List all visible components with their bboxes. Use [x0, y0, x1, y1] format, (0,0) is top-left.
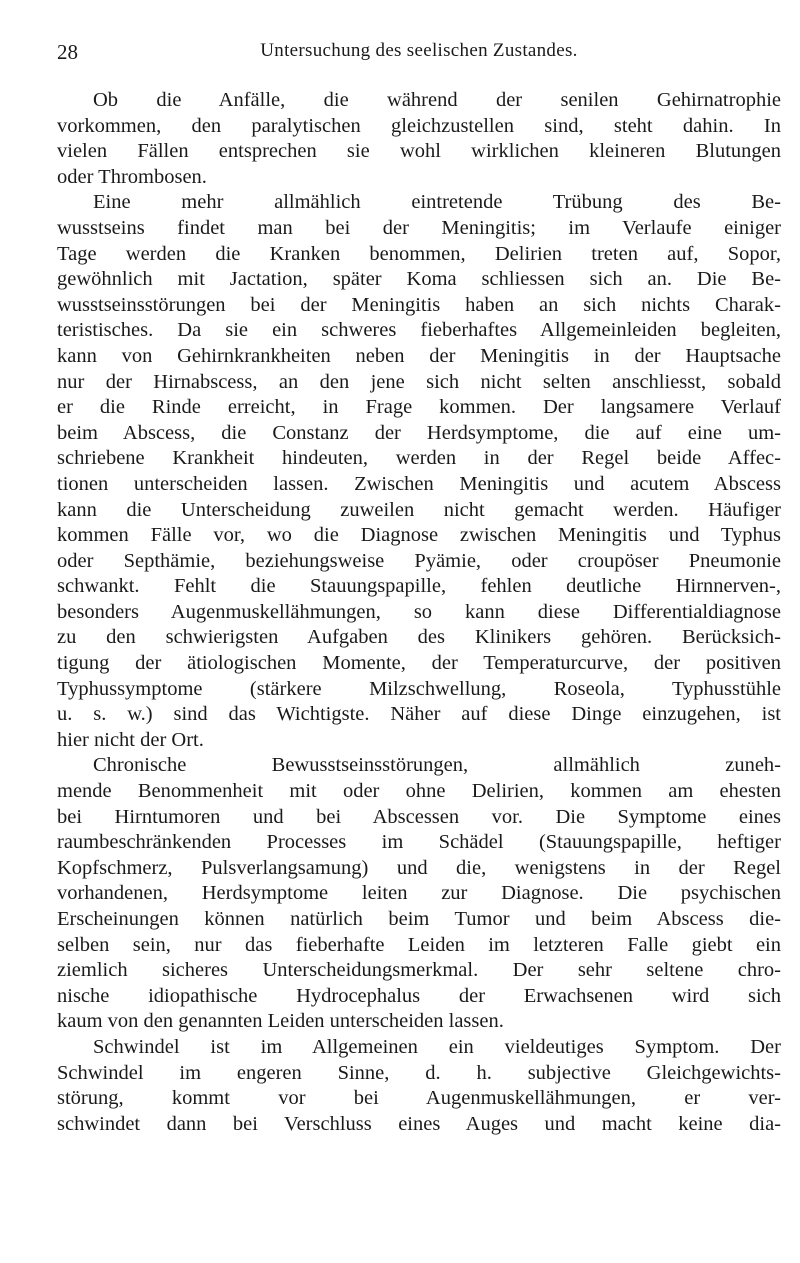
text-line: raumbeschränkenden Processes im Schädel (Stauungspapille, heftiger [57, 831, 781, 854]
text-line: hier nicht der Ort. [57, 728, 204, 751]
text-line: u. s. w.) sind das Wichtigste. Näher auf diese Dinge einzugehen, ist [57, 703, 781, 726]
text-line: vorhandenen, Herdsymptome leiten zur Diagnose. Die psychischen [57, 882, 781, 905]
text-line: tigung der ätiologischen Momente, der Temperaturcurve, der positiven [57, 652, 781, 675]
text-line: oder Septhämie, beziehungsweise Pyämie, oder croupöser Pneumonie [57, 549, 781, 572]
text-line: gewöhnlich mit Jactation, später Koma schliessen sich an. Die Be- [57, 268, 781, 291]
text-line: Eine mehr allmählich eintretende Trübung des Be- [93, 191, 781, 214]
text-line: mende Benommenheit mit oder ohne Delirien, kommen am ehesten [57, 780, 781, 803]
text-line: er die Rinde erreicht, in Frage kommen. Der langsamere Verlauf [57, 396, 781, 419]
text-line: Tage werden die Kranken benommen, Delirien treten auf, Sopor, [57, 242, 781, 265]
text-line: selben sein, nur das fieberhafte Leiden im letzteren Falle giebt ein [57, 933, 781, 956]
text-line: wusstseinsstörungen bei der Meningitis haben an sich nichts Charak- [57, 293, 781, 316]
text-line: bei Hirntumoren und bei Abscessen vor. Die Symptome eines [57, 805, 781, 828]
text-line: wusstseins findet man bei der Meningitis; im Verlaufe einiger [57, 216, 781, 239]
text-line: besonders Augenmuskellähmungen, so kann diese Differentialdiagnose [57, 600, 781, 623]
text-line: störung, kommt vor bei Augenmuskellähmungen, er ver- [57, 1087, 781, 1110]
text-line: Schwindel ist im Allgemeinen ein vieldeutiges Symptom. Der [93, 1035, 781, 1058]
text-line: Typhussymptome (stärkere Milzschwellung, Roseola, Typhusstühle [57, 677, 781, 700]
text-line: vielen Fällen entsprechen sie wohl wirklichen kleineren Blutungen [57, 140, 781, 163]
page-header [57, 40, 781, 66]
text-line: zu den schwierigsten Aufgaben des Klinikers gehören. Berücksich- [57, 626, 781, 649]
text-line: schriebene Krankheit hindeuten, werden in der Regel beide Affec- [57, 447, 781, 470]
text-line: schwankt. Fehlt die Stauungspapille, fehlen deutliche Hirnnerven-, [57, 575, 781, 598]
text-line: kann von Gehirnkrankheiten neben der Meningitis in der Hauptsache [57, 344, 781, 367]
text-line: Kopfschmerz, Pulsverlangsamung) und die, wenigstens in der Regel [57, 856, 781, 879]
text-line: ziemlich sicheres Unterscheidungsmerkmal. Der sehr seltene chro- [57, 959, 781, 982]
text-line: kommen Fälle vor, wo die Diagnose zwischen Meningitis und Typhus [57, 524, 781, 547]
text-line: schwindet dann bei Verschluss eines Auges und macht keine dia- [57, 1112, 781, 1135]
text-line: kaum von den genannten Leiden unterscheiden lassen. [57, 1010, 504, 1033]
text-line: tionen unterscheiden lassen. Zwischen Meningitis und acutem Abscess [57, 472, 781, 495]
text-line: Ob die Anfälle, die während der senilen Gehirnatrophie [93, 89, 781, 111]
text-line: nische idiopathische Hydrocephalus der Erwachsenen wird sich [57, 984, 781, 1007]
text-line: beim Abscess, die Constanz der Herdsymptome, die auf eine um- [57, 421, 781, 444]
text-line: vorkommen, den paralytischen gleichzustellen sind, steht dahin. In [57, 114, 781, 137]
text-line: teristisches. Da sie ein schweres fieberhaftes Allgemeinleiden begleiten, [57, 319, 781, 342]
text-line: nur der Hirnabscess, an den jene sich nicht selten anschliesst, sobald [57, 370, 781, 393]
text-line: Chronische Bewusstseinsstörungen, allmählich zuneh- [93, 754, 781, 777]
body-text [57, 88, 781, 1137]
text-line: oder Thrombosen. [57, 165, 207, 188]
text-line: Erscheinungen können natürlich beim Tumor und beim Abscess die- [57, 908, 781, 930]
text-line: kann die Unterscheidung zuweilen nicht gemacht werden. Häufiger [57, 498, 781, 521]
page-number: 28 [57, 40, 78, 64]
running-title: Untersuchung des seelischen Zustandes. [260, 40, 578, 61]
text-line: Schwindel im engeren Sinne, d. h. subjective Gleichgewichts- [57, 1061, 781, 1084]
